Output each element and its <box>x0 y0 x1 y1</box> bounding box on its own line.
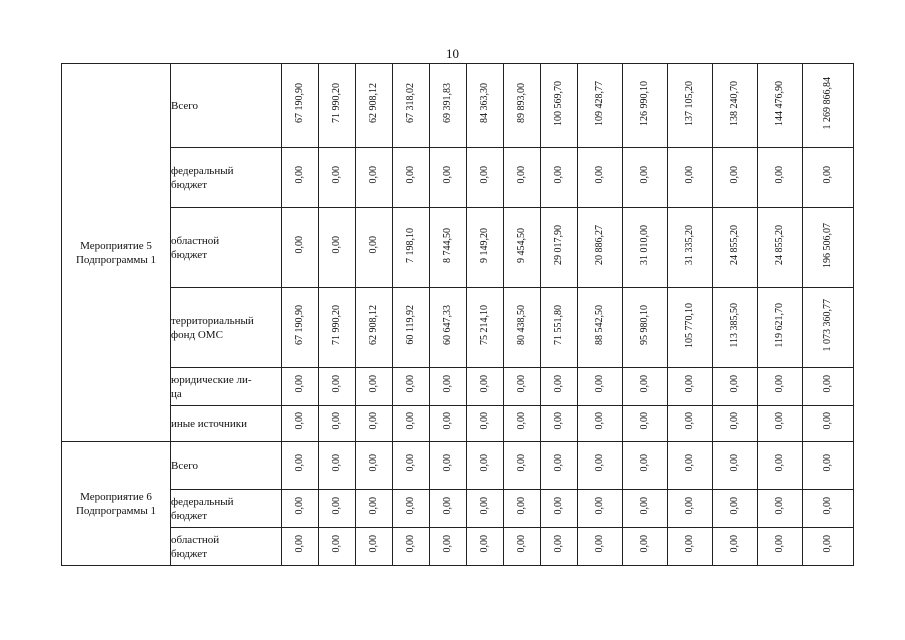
value-cell <box>623 490 668 528</box>
value-cell <box>758 368 803 406</box>
table-row <box>62 528 854 566</box>
funding-source-label-line: областной <box>171 533 220 546</box>
value-text: 0,00 <box>331 497 342 515</box>
funding-source-label-line: иные источники <box>171 417 247 430</box>
value-cell <box>623 64 668 148</box>
value-cell <box>578 148 623 208</box>
value-text: 80 438,50 <box>516 305 527 345</box>
value-text: 0,00 <box>294 166 305 184</box>
table-row <box>62 288 854 368</box>
value-text: 0,00 <box>516 375 527 393</box>
value-cell <box>356 490 393 528</box>
value-text: 0,00 <box>331 454 342 472</box>
value-text: 0,00 <box>822 166 833 184</box>
value-cell <box>668 368 713 406</box>
table-row <box>62 208 854 288</box>
value-cell <box>504 64 541 148</box>
value-text: 0,00 <box>553 375 564 393</box>
value-cell <box>668 288 713 368</box>
value-text: 1 269 866,84 <box>822 76 833 130</box>
value-text: 0,00 <box>294 375 305 393</box>
value-text: 0,00 <box>331 236 342 254</box>
value-cell <box>541 406 578 442</box>
value-cell <box>758 528 803 566</box>
value-text: 0,00 <box>442 412 453 430</box>
value-cell <box>319 528 356 566</box>
value-cell <box>803 528 854 566</box>
value-cell <box>282 64 319 148</box>
value-cell <box>668 442 713 490</box>
value-cell <box>578 442 623 490</box>
funding-source-label-line: бюджет <box>171 547 207 560</box>
value-text: 0,00 <box>368 535 379 553</box>
value-text: 62 908,12 <box>368 83 379 123</box>
value-cell <box>803 368 854 406</box>
value-cell <box>467 64 504 148</box>
funding-source-label-line: юридические ли- <box>171 373 252 386</box>
value-text: 0,00 <box>442 375 453 393</box>
value-cell <box>319 208 356 288</box>
value-cell <box>393 528 430 566</box>
value-text: 84 363,30 <box>479 83 490 123</box>
event-name-cell <box>62 64 171 442</box>
value-text: 0,00 <box>594 412 605 430</box>
value-text: 31 010,00 <box>639 225 650 265</box>
value-cell <box>319 490 356 528</box>
value-cell <box>393 288 430 368</box>
value-cell <box>668 208 713 288</box>
value-text: 1 073 360,77 <box>822 298 833 352</box>
value-text: 9 454,50 <box>516 227 527 263</box>
value-cell <box>668 406 713 442</box>
value-cell <box>504 368 541 406</box>
value-text: 67 318,02 <box>405 83 416 123</box>
value-cell <box>623 208 668 288</box>
value-cell <box>393 406 430 442</box>
value-cell <box>504 148 541 208</box>
value-text: 0,00 <box>331 375 342 393</box>
value-cell <box>319 406 356 442</box>
value-text: 0,00 <box>684 535 695 553</box>
value-cell <box>578 490 623 528</box>
value-text: 71 990,20 <box>331 83 342 123</box>
value-text: 0,00 <box>684 166 695 184</box>
funding-source-label <box>171 528 282 566</box>
table-row <box>62 148 854 208</box>
value-text: 0,00 <box>684 375 695 393</box>
value-text: 0,00 <box>331 535 342 553</box>
value-text: 0,00 <box>774 375 785 393</box>
value-cell <box>393 208 430 288</box>
value-text: 0,00 <box>294 497 305 515</box>
value-text: 0,00 <box>729 535 740 553</box>
funding-source-label-line: ца <box>171 387 182 400</box>
value-cell <box>803 406 854 442</box>
value-text: 0,00 <box>553 454 564 472</box>
value-cell <box>282 148 319 208</box>
event-name-line: Подпрограммы 1 <box>75 253 157 266</box>
value-cell <box>430 148 467 208</box>
value-text: 0,00 <box>516 535 527 553</box>
value-text: 0,00 <box>553 412 564 430</box>
value-cell <box>758 490 803 528</box>
value-text: 0,00 <box>405 375 416 393</box>
value-cell <box>758 406 803 442</box>
value-cell <box>803 288 854 368</box>
value-text: 62 908,12 <box>368 305 379 345</box>
value-text: 0,00 <box>774 166 785 184</box>
value-text: 0,00 <box>405 454 416 472</box>
funding-source-label-line: Всего <box>171 99 198 112</box>
funding-source-label <box>171 148 282 208</box>
value-text: 196 506,07 <box>822 222 833 268</box>
value-cell <box>578 208 623 288</box>
value-text: 0,00 <box>729 375 740 393</box>
event-name-cell <box>62 442 171 566</box>
value-cell <box>319 368 356 406</box>
value-text: 0,00 <box>516 454 527 472</box>
value-cell <box>467 406 504 442</box>
value-cell <box>356 148 393 208</box>
value-text: 88 542,50 <box>594 305 605 345</box>
value-text: 67 190,90 <box>294 83 305 123</box>
value-cell <box>504 490 541 528</box>
value-cell <box>758 208 803 288</box>
value-cell <box>541 208 578 288</box>
value-text: 0,00 <box>368 236 379 254</box>
value-text: 0,00 <box>639 497 650 515</box>
value-cell <box>430 288 467 368</box>
value-cell <box>282 368 319 406</box>
value-cell <box>623 368 668 406</box>
table-row <box>62 490 854 528</box>
funding-source-label-line: бюджет <box>171 178 207 191</box>
value-cell <box>504 442 541 490</box>
value-cell <box>623 148 668 208</box>
value-cell <box>356 406 393 442</box>
value-text: 7 198,10 <box>405 227 416 263</box>
value-text: 0,00 <box>684 454 695 472</box>
value-cell <box>623 442 668 490</box>
funding-source-label-line: Всего <box>171 459 198 472</box>
value-cell <box>430 406 467 442</box>
value-cell <box>430 442 467 490</box>
value-text: 0,00 <box>516 497 527 515</box>
value-cell <box>578 528 623 566</box>
value-text: 71 551,80 <box>553 305 564 345</box>
value-text: 29 017,90 <box>553 225 564 265</box>
value-cell <box>282 288 319 368</box>
value-text: 0,00 <box>368 497 379 515</box>
table-row <box>62 442 854 490</box>
value-text: 0,00 <box>553 497 564 515</box>
value-cell <box>430 64 467 148</box>
page-number: 10 <box>446 46 459 61</box>
value-cell <box>541 288 578 368</box>
funding-source-label <box>171 490 282 528</box>
value-cell <box>504 208 541 288</box>
value-cell <box>282 442 319 490</box>
value-cell <box>282 528 319 566</box>
value-cell <box>541 64 578 148</box>
value-text: 31 335,20 <box>684 225 695 265</box>
value-cell <box>541 442 578 490</box>
value-text: 105 770,10 <box>684 302 695 348</box>
value-text: 0,00 <box>822 412 833 430</box>
value-text: 24 855,20 <box>774 225 785 265</box>
value-text: 95 980,10 <box>639 305 650 345</box>
value-cell <box>356 442 393 490</box>
value-text: 0,00 <box>405 412 416 430</box>
value-cell <box>578 406 623 442</box>
value-cell <box>319 64 356 148</box>
value-text: 0,00 <box>729 497 740 515</box>
event-name-line: Подпрограммы 1 <box>75 504 157 517</box>
value-cell <box>758 64 803 148</box>
value-cell <box>713 148 758 208</box>
value-text: 0,00 <box>639 535 650 553</box>
value-cell <box>668 148 713 208</box>
value-cell <box>541 490 578 528</box>
value-text: 0,00 <box>479 166 490 184</box>
value-cell <box>467 288 504 368</box>
value-text: 0,00 <box>774 412 785 430</box>
value-text: 0,00 <box>684 412 695 430</box>
value-text: 0,00 <box>516 412 527 430</box>
funding-source-label <box>171 208 282 288</box>
value-text: 126 990,10 <box>639 80 650 126</box>
value-text: 0,00 <box>368 166 379 184</box>
value-cell <box>467 208 504 288</box>
value-text: 0,00 <box>368 375 379 393</box>
value-text: 0,00 <box>639 375 650 393</box>
value-cell <box>713 528 758 566</box>
value-cell <box>356 288 393 368</box>
value-text: 0,00 <box>294 535 305 553</box>
value-text: 0,00 <box>594 375 605 393</box>
value-cell <box>467 442 504 490</box>
value-cell <box>504 406 541 442</box>
value-text: 60 647,33 <box>442 305 453 345</box>
value-cell <box>803 490 854 528</box>
value-text: 0,00 <box>553 535 564 553</box>
value-text: 89 893,00 <box>516 83 527 123</box>
value-text: 119 621,70 <box>774 302 785 348</box>
value-cell <box>282 490 319 528</box>
value-cell <box>803 148 854 208</box>
budget-table <box>61 63 854 566</box>
value-cell <box>623 528 668 566</box>
value-cell <box>623 406 668 442</box>
value-cell <box>356 528 393 566</box>
value-text: 0,00 <box>405 166 416 184</box>
value-cell <box>393 64 430 148</box>
value-cell <box>356 368 393 406</box>
value-text: 0,00 <box>294 412 305 430</box>
value-text: 0,00 <box>442 166 453 184</box>
value-text: 20 886,27 <box>594 225 605 265</box>
value-text: 75 214,10 <box>479 305 490 345</box>
value-text: 0,00 <box>822 497 833 515</box>
value-text: 0,00 <box>729 454 740 472</box>
value-cell <box>578 288 623 368</box>
value-cell <box>430 490 467 528</box>
value-cell <box>803 64 854 148</box>
value-cell <box>803 442 854 490</box>
table-row <box>62 368 854 406</box>
value-cell <box>713 442 758 490</box>
value-cell <box>541 148 578 208</box>
event-name-line: Мероприятие 6 <box>80 490 152 503</box>
value-cell <box>393 148 430 208</box>
value-cell <box>467 368 504 406</box>
value-text: 69 391,83 <box>442 83 453 123</box>
value-text: 0,00 <box>442 497 453 515</box>
value-text: 0,00 <box>822 535 833 553</box>
funding-source-label <box>171 288 282 368</box>
value-cell <box>541 368 578 406</box>
value-text: 0,00 <box>639 412 650 430</box>
value-text: 113 385,50 <box>729 302 740 348</box>
value-text: 0,00 <box>331 166 342 184</box>
value-text: 0,00 <box>594 166 605 184</box>
value-text: 0,00 <box>368 454 379 472</box>
value-text: 0,00 <box>442 454 453 472</box>
value-cell <box>668 490 713 528</box>
funding-source-label-line: территориальный <box>171 314 254 327</box>
funding-source-label-line: бюджет <box>171 248 207 261</box>
funding-source-label <box>171 64 282 148</box>
value-cell <box>319 288 356 368</box>
funding-source-label-line: федеральный <box>171 164 234 177</box>
value-cell <box>578 368 623 406</box>
value-text: 0,00 <box>774 535 785 553</box>
value-cell <box>803 208 854 288</box>
value-text: 137 105,20 <box>684 80 695 126</box>
table-row <box>62 64 854 148</box>
funding-source-label <box>171 442 282 490</box>
value-text: 0,00 <box>331 412 342 430</box>
value-text: 0,00 <box>822 375 833 393</box>
value-text: 0,00 <box>368 412 379 430</box>
value-cell <box>713 288 758 368</box>
funding-source-label-line: фонд ОМС <box>171 328 223 341</box>
value-cell <box>356 64 393 148</box>
event-name-line: Мероприятие 5 <box>80 239 152 252</box>
value-text: 60 119,92 <box>405 305 416 345</box>
value-text: 8 744,50 <box>442 227 453 263</box>
value-cell <box>541 528 578 566</box>
value-cell <box>430 208 467 288</box>
value-text: 0,00 <box>594 535 605 553</box>
value-text: 0,00 <box>479 412 490 430</box>
value-cell <box>393 442 430 490</box>
value-text: 0,00 <box>405 497 416 515</box>
value-text: 0,00 <box>479 497 490 515</box>
value-cell <box>467 490 504 528</box>
value-text: 0,00 <box>729 412 740 430</box>
value-text: 0,00 <box>774 497 785 515</box>
value-text: 0,00 <box>479 535 490 553</box>
value-text: 109 428,77 <box>594 80 605 126</box>
value-cell <box>578 64 623 148</box>
value-text: 0,00 <box>594 454 605 472</box>
value-text: 0,00 <box>639 454 650 472</box>
value-cell <box>282 208 319 288</box>
funding-source-label-line: федеральный <box>171 495 234 508</box>
table-row <box>62 406 854 442</box>
value-text: 0,00 <box>729 166 740 184</box>
value-text: 0,00 <box>442 535 453 553</box>
value-cell <box>713 490 758 528</box>
value-text: 0,00 <box>479 454 490 472</box>
funding-source-label-line: бюджет <box>171 509 207 522</box>
value-text: 0,00 <box>822 454 833 472</box>
value-cell <box>713 406 758 442</box>
value-cell <box>504 528 541 566</box>
funding-source-label <box>171 368 282 406</box>
value-text: 71 990,20 <box>331 305 342 345</box>
value-text: 0,00 <box>294 454 305 472</box>
value-text: 9 149,20 <box>479 227 490 263</box>
value-cell <box>758 288 803 368</box>
value-cell <box>393 368 430 406</box>
funding-source-label <box>171 406 282 442</box>
value-cell <box>393 490 430 528</box>
funding-source-label-line: областной <box>171 234 220 247</box>
value-text: 0,00 <box>774 454 785 472</box>
value-text: 0,00 <box>294 236 305 254</box>
value-cell <box>504 288 541 368</box>
value-text: 0,00 <box>594 497 605 515</box>
value-text: 0,00 <box>684 497 695 515</box>
value-text: 100 569,70 <box>553 80 564 126</box>
value-cell <box>668 528 713 566</box>
value-cell <box>758 148 803 208</box>
value-text: 138 240,70 <box>729 80 740 126</box>
value-cell <box>430 528 467 566</box>
value-cell <box>713 368 758 406</box>
value-text: 24 855,20 <box>729 225 740 265</box>
value-cell <box>713 64 758 148</box>
value-text: 0,00 <box>553 166 564 184</box>
value-cell <box>623 288 668 368</box>
value-cell <box>467 148 504 208</box>
value-text: 0,00 <box>639 166 650 184</box>
value-cell <box>668 64 713 148</box>
value-cell <box>356 208 393 288</box>
value-text: 0,00 <box>516 166 527 184</box>
value-text: 0,00 <box>479 375 490 393</box>
value-cell <box>282 406 319 442</box>
value-text: 144 476,90 <box>774 80 785 126</box>
value-text: 67 190,90 <box>294 305 305 345</box>
value-cell <box>319 148 356 208</box>
value-cell <box>467 528 504 566</box>
value-cell <box>713 208 758 288</box>
value-cell <box>430 368 467 406</box>
value-cell <box>758 442 803 490</box>
value-text: 0,00 <box>405 535 416 553</box>
value-cell <box>319 442 356 490</box>
